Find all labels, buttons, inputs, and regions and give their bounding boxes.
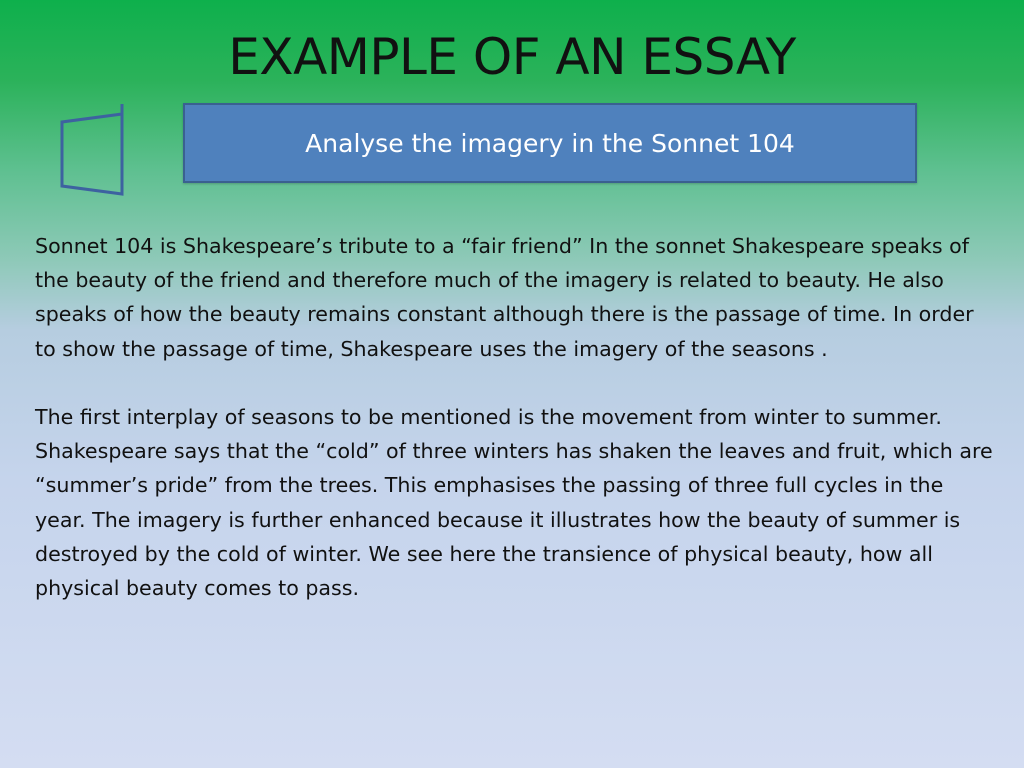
essay-body <box>35 229 995 605</box>
open-door-icon <box>58 102 128 203</box>
essay-paragraph-1: Sonnet 104 is Shakespeare’s tribute to a “fair friend” In the sonnet Shakespeare speaks of the beauty of the friend and therefore much of the imagery is related to beauty. He also speaks of how the beauty remains constant although there is the passage of time. In order to show the passage of time, Shakespeare uses the imagery of the seasons . <box>35 234 974 361</box>
essay-paragraph-2: The first interplay of seasons to be mentioned is the movement from winter to summer. Shakespeare says that the “cold” of three winters has shaken the leaves and fruit, which are “summer’s pride” from the trees. This emphasises the passing of three full cycles in the year. The imagery is further enhanced because it illustrates how the beauty of summer is destroyed by the cold of winter. We see here the transience of physical beauty, how all physical beauty comes to pass. <box>35 405 993 601</box>
slide-title: EXAMPLE OF AN ESSAY <box>228 28 796 86</box>
subtitle-box <box>183 103 917 183</box>
subtitle-text: Analyse the imagery in the Sonnet 104 <box>305 128 795 158</box>
